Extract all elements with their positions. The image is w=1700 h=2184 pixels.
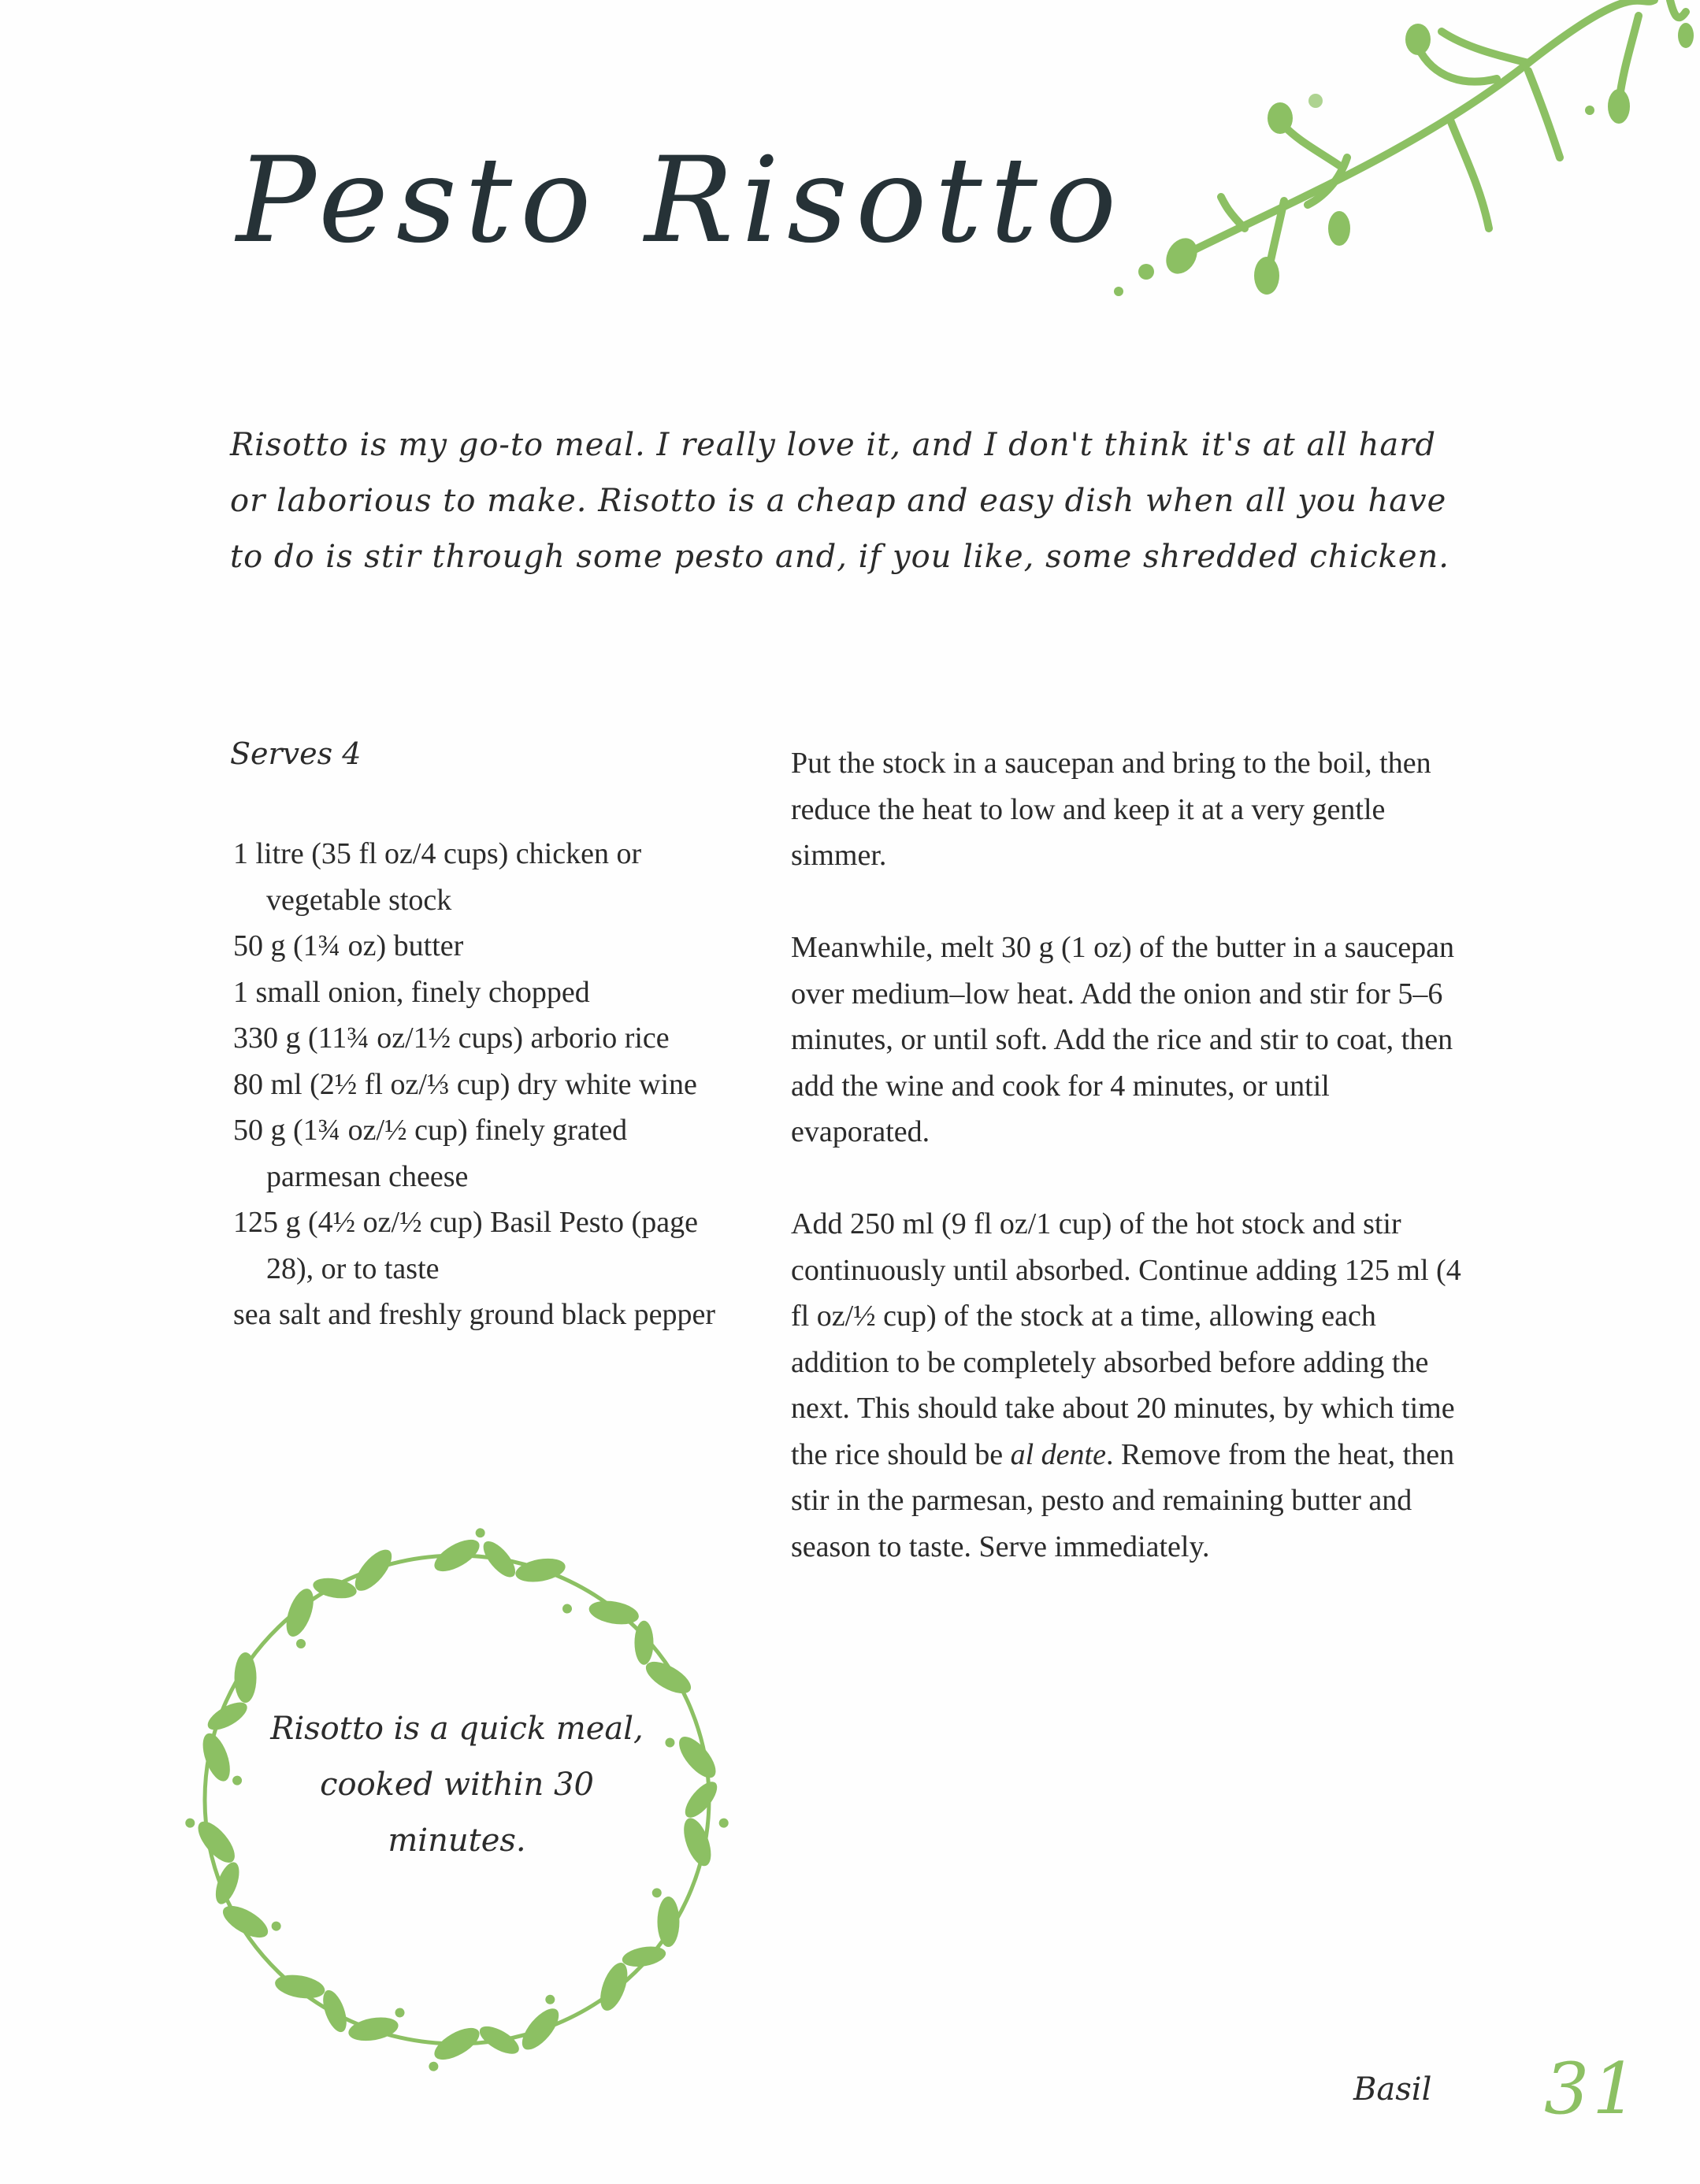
- method-step: Put the stock in a saucepan and bring to the boil, then reduce the heat to low and keep it at a very gentle simmer.: [791, 747, 1431, 872]
- ingredient-item: 80 ml (2½ fl oz/⅓ cup) dry white wine: [233, 1067, 697, 1101]
- ingredient-item: 50 g (1¾ oz/½ cup) finely grated parmesan cheese: [233, 1114, 628, 1193]
- page-number: 31: [1544, 2048, 1641, 2130]
- method-step-text: . Remove from the heat, then stir in the parmesan, pesto and remaining butter and season to taste. Serve immediately.: [791, 1437, 1455, 1563]
- method-step-text: Add 250 ml (9 fl oz/1 cup) of the hot stock and stir continuously until absorbed. Continue adding 125 ml (4 fl oz/½ cup) of the stock at a time, allowing each addition to be completely absorbed before adding the next. This should take about 20 minutes, by which time the rice should be: [791, 1207, 1461, 1471]
- method-step: [791, 1201, 1468, 1570]
- ingredient-item: 330 g (11¾ oz/1½ cups) arborio rice: [233, 1022, 670, 1055]
- recipe-intro: Risotto is my go-to meal. I really love it, and I don't think it's at all hard or laborious to make. Risotto is a cheap and easy dish when all you have to do is stir through some pesto and, if you like, some shredded chicken.: [230, 427, 1450, 575]
- ingredient-item: 50 g (1¾ oz) butter: [233, 929, 464, 962]
- callout-quote: Risotto is a quick meal, cooked within 30 minutes.: [270, 1711, 644, 1859]
- herb-branch-icon: [1087, 0, 1700, 315]
- ingredient-list: [233, 831, 722, 1338]
- quote-callout: [177, 1516, 737, 2075]
- method-steps: [791, 740, 1468, 1616]
- ingredient-item: 1 litre (35 fl oz/4 cups) chicken or vegetable stock: [233, 837, 642, 917]
- ingredient-item: 1 small onion, finely chopped: [233, 975, 590, 1009]
- recipe-title: Pesto Risotto: [236, 132, 1125, 269]
- ingredient-item: sea salt and freshly ground black pepper: [233, 1298, 716, 1331]
- ingredient-item: 125 g (4½ oz/½ cup) Basil Pesto (page 28), or to taste: [233, 1206, 698, 1285]
- section-label: Basil: [1353, 2071, 1432, 2108]
- method-step-emphasis: al dente: [1010, 1437, 1106, 1471]
- method-step: Meanwhile, melt 30 g (1 oz) of the butter in a saucepan over medium–low heat. Add the onion and stir for 5–6 minutes, or until soft. Add the rice and stir to coat, then add the wine and cook for 4 minutes, or until evaporated.: [791, 931, 1455, 1148]
- serves-count: Serves 4: [230, 736, 362, 771]
